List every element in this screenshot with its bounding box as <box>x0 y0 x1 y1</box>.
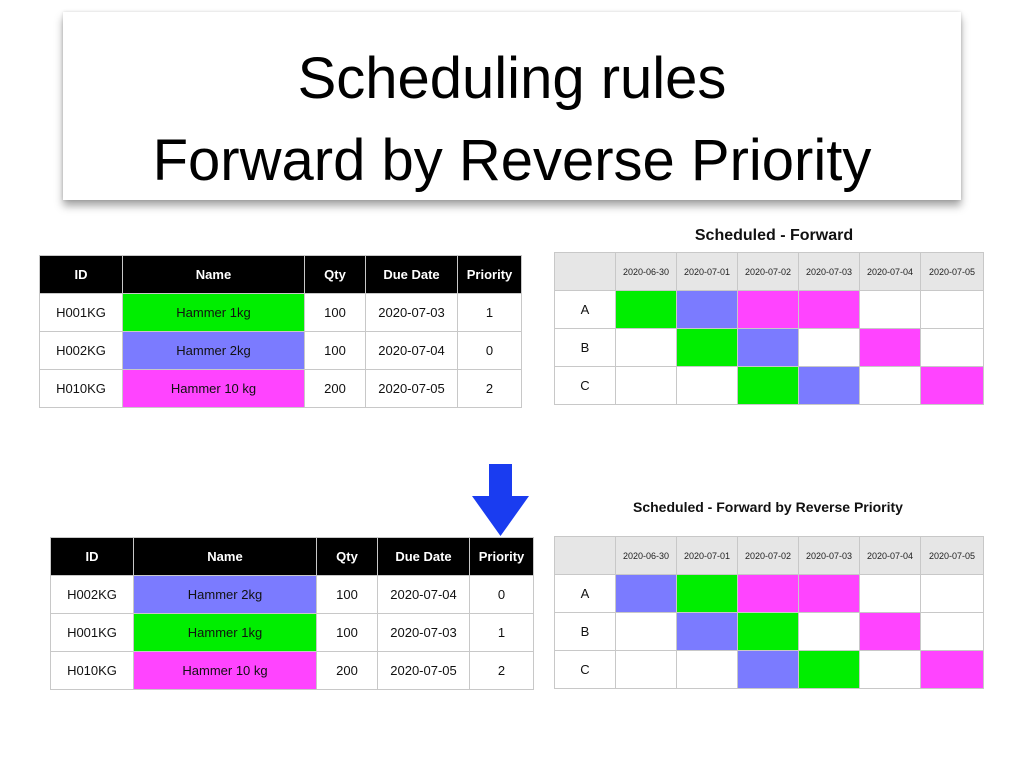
order-qty-cell: 100 <box>317 614 378 652</box>
order-row <box>40 332 522 370</box>
scheduled-slot-blue <box>616 575 677 613</box>
resource-label: A <box>555 575 616 613</box>
empty-slot <box>799 329 860 367</box>
scheduled-slot-magenta <box>738 575 799 613</box>
scheduled-slot-magenta <box>799 575 860 613</box>
orders-table-after <box>50 537 534 690</box>
empty-slot <box>616 651 677 689</box>
scheduled-slot-blue <box>738 329 799 367</box>
schedule-date-header: 2020-06-30 <box>616 537 677 575</box>
empty-slot <box>677 651 738 689</box>
scheduled-slot-green <box>738 613 799 651</box>
order-priority-cell: 1 <box>458 294 522 332</box>
resource-label: B <box>555 613 616 651</box>
order-priority-cell: 2 <box>458 370 522 408</box>
resource-label: C <box>555 367 616 405</box>
order-name-cell: Hammer 10 kg <box>123 370 305 408</box>
order-row <box>51 652 534 690</box>
scheduled-slot-green <box>677 575 738 613</box>
schedule-date-header: 2020-07-01 <box>677 253 738 291</box>
scheduled-slot-blue <box>677 291 738 329</box>
order-id-cell: H010KG <box>51 652 134 690</box>
schedule-header-row <box>555 537 984 575</box>
order-due-date-cell: 2020-07-05 <box>378 652 470 690</box>
schedule-date-header: 2020-07-02 <box>738 537 799 575</box>
empty-slot <box>860 651 921 689</box>
schedule-date-header: 2020-07-05 <box>921 253 984 291</box>
resource-label: B <box>555 329 616 367</box>
empty-slot <box>799 613 860 651</box>
name-header: Name <box>134 538 317 576</box>
id-header: ID <box>51 538 134 576</box>
priority-header: Priority <box>458 256 522 294</box>
scheduled-slot-magenta <box>799 291 860 329</box>
order-qty-cell: 100 <box>317 576 378 614</box>
id-header: ID <box>40 256 123 294</box>
order-priority-cell: 2 <box>470 652 534 690</box>
schedule-reverse-title: Scheduled - Forward by Reverse Priority <box>633 499 903 515</box>
empty-slot <box>860 367 921 405</box>
schedule-forward-title: Scheduled - Forward <box>694 227 854 244</box>
order-name-cell: Hammer 1kg <box>134 614 317 652</box>
qty-header: Qty <box>305 256 366 294</box>
schedule-date-header: 2020-07-05 <box>921 537 984 575</box>
schedule-row <box>555 651 984 689</box>
resource-label: C <box>555 651 616 689</box>
order-name-cell: Hammer 10 kg <box>134 652 317 690</box>
scheduled-slot-blue <box>738 651 799 689</box>
order-priority-cell: 1 <box>470 614 534 652</box>
order-due-date-cell: 2020-07-04 <box>366 332 458 370</box>
schedule-date-header: 2020-07-02 <box>738 253 799 291</box>
scheduled-slot-magenta <box>860 613 921 651</box>
order-due-date-cell: 2020-07-05 <box>366 370 458 408</box>
schedule-date-header: 2020-07-03 <box>799 537 860 575</box>
schedule-row <box>555 367 984 405</box>
order-qty-cell: 100 <box>305 332 366 370</box>
empty-slot <box>677 367 738 405</box>
empty-slot <box>616 367 677 405</box>
order-name-cell: Hammer 1kg <box>123 294 305 332</box>
empty-slot <box>616 329 677 367</box>
order-row <box>40 294 522 332</box>
order-id-cell: H001KG <box>40 294 123 332</box>
scheduled-slot-magenta <box>921 367 984 405</box>
schedule-date-header: 2020-07-03 <box>799 253 860 291</box>
due-date-header: Due Date <box>366 256 458 294</box>
scheduled-slot-magenta <box>738 291 799 329</box>
empty-slot <box>616 613 677 651</box>
scheduled-slot-blue <box>799 367 860 405</box>
order-priority-cell: 0 <box>458 332 522 370</box>
schedule-date-header: 2020-06-30 <box>616 253 677 291</box>
order-row <box>51 614 534 652</box>
name-header: Name <box>123 256 305 294</box>
schedule-date-header: 2020-07-04 <box>860 253 921 291</box>
order-id-cell: H001KG <box>51 614 134 652</box>
scheduled-slot-green <box>616 291 677 329</box>
order-id-cell: H002KG <box>40 332 123 370</box>
qty-header: Qty <box>317 538 378 576</box>
schedule-corner-cell <box>555 253 616 291</box>
scheduled-slot-green <box>799 651 860 689</box>
schedule-row <box>555 613 984 651</box>
order-due-date-cell: 2020-07-03 <box>378 614 470 652</box>
schedule-row <box>555 575 984 613</box>
schedule-date-header: 2020-07-04 <box>860 537 921 575</box>
scheduled-slot-green <box>738 367 799 405</box>
title-box <box>63 12 961 200</box>
orders-header-row <box>40 256 522 294</box>
scheduled-slot-blue <box>677 613 738 651</box>
schedule-header-row <box>555 253 984 291</box>
orders-table-before <box>39 255 522 408</box>
due-date-header: Due Date <box>378 538 470 576</box>
empty-slot <box>860 291 921 329</box>
order-qty-cell: 200 <box>317 652 378 690</box>
order-name-cell: Hammer 2kg <box>134 576 317 614</box>
schedule-corner-cell <box>555 537 616 575</box>
schedule-date-header: 2020-07-01 <box>677 537 738 575</box>
empty-slot <box>921 613 984 651</box>
orders-body <box>51 576 534 690</box>
empty-slot <box>921 329 984 367</box>
resource-label: A <box>555 291 616 329</box>
order-id-cell: H010KG <box>40 370 123 408</box>
schedule-row <box>555 291 984 329</box>
order-row <box>51 576 534 614</box>
schedule-row <box>555 329 984 367</box>
order-qty-cell: 200 <box>305 370 366 408</box>
order-due-date-cell: 2020-07-04 <box>378 576 470 614</box>
schedule-reverse-table <box>554 536 984 689</box>
order-row <box>40 370 522 408</box>
down-arrow-shape <box>472 464 529 536</box>
empty-slot <box>921 291 984 329</box>
order-name-cell: Hammer 2kg <box>123 332 305 370</box>
orders-body <box>40 294 522 408</box>
order-due-date-cell: 2020-07-03 <box>366 294 458 332</box>
order-id-cell: H002KG <box>51 576 134 614</box>
orders-header-row <box>51 538 534 576</box>
down-arrow-icon <box>472 464 529 536</box>
title-line-2: Forward by Reverse Priority <box>152 128 872 193</box>
scheduled-slot-magenta <box>921 651 984 689</box>
empty-slot <box>921 575 984 613</box>
order-priority-cell: 0 <box>470 576 534 614</box>
title-line-1: Scheduling rules <box>297 46 727 111</box>
empty-slot <box>860 575 921 613</box>
order-qty-cell: 100 <box>305 294 366 332</box>
scheduled-slot-magenta <box>860 329 921 367</box>
scheduled-slot-green <box>677 329 738 367</box>
priority-header: Priority <box>470 538 534 576</box>
schedule-forward-table <box>554 252 984 405</box>
